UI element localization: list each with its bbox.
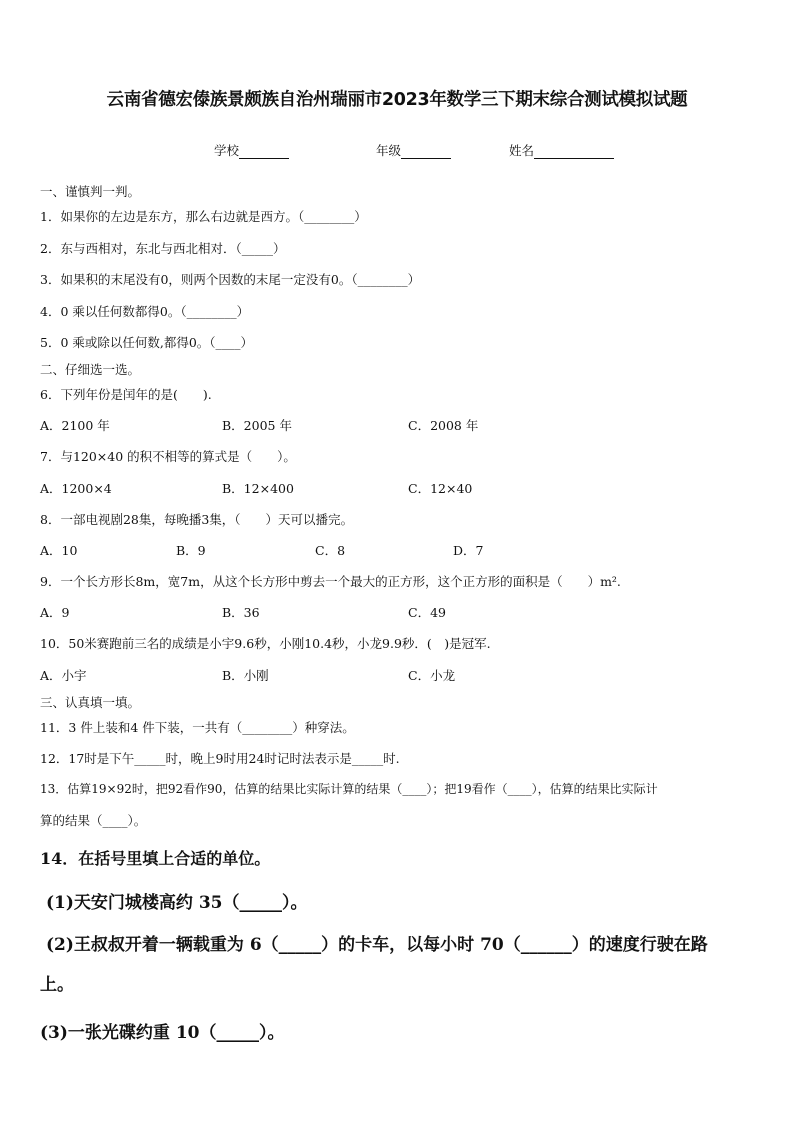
question-14: 14．在括号里填上合适的单位。 bbox=[40, 849, 271, 868]
question-14-part-2-line-2: 上。 bbox=[40, 975, 74, 995]
question-12: 12．17时是下午_____时，晚上9时用24时记时法表示是_____时. bbox=[40, 751, 400, 766]
q9-option-a[interactable]: A．9 bbox=[40, 605, 70, 620]
q8-option-a[interactable]: A．10 bbox=[40, 543, 78, 558]
section-heading-2: 二、仔细选一选。 bbox=[40, 362, 141, 377]
q7-option-c[interactable]: C．12×40 bbox=[408, 481, 473, 496]
question-5: 5．0 乘或除以任何数,都得0。（____） bbox=[40, 335, 254, 350]
school-field bbox=[214, 141, 289, 159]
name-label: 姓名 bbox=[509, 143, 535, 158]
section-heading-1: 一、谨慎判一判。 bbox=[40, 184, 141, 199]
question-2: 2．东与西相对，东北与西北相对．（_____） bbox=[40, 241, 286, 256]
question-13-line-2: 算的结果（____）。 bbox=[40, 813, 147, 828]
question-13-line-1: 13．估算19×92时，把92看作90，估算的结果比实际计算的结果（____）；把19看作（____），估算的结果比实际计 bbox=[40, 782, 658, 796]
q8-option-b[interactable]: B．9 bbox=[176, 543, 206, 558]
q6-option-c[interactable]: C．2008 年 bbox=[408, 418, 479, 433]
question-1: 1．如果你的左边是东方，那么右边就是西方。（________） bbox=[40, 209, 367, 224]
q7-option-b[interactable]: B．12×400 bbox=[222, 481, 294, 496]
question-3: 3．如果积的末尾没有0，则两个因数的末尾一定没有0。（________） bbox=[40, 272, 421, 287]
q10-option-c[interactable]: C．小龙 bbox=[408, 668, 456, 683]
school-blank[interactable] bbox=[239, 145, 289, 159]
question-14-part-3: (3)一张光碟约重 10（_____）。 bbox=[40, 1023, 285, 1043]
question-4: 4．0 乘以任何数都得0。（________） bbox=[40, 304, 250, 319]
question-8: 8．一部电视剧28集，每晚播3集，（ ）天可以播完。 bbox=[40, 512, 354, 527]
grade-field bbox=[376, 141, 451, 159]
school-label: 学校 bbox=[214, 143, 240, 158]
page-title: 云南省德宏傣族景颇族自治州瑞丽市2023年数学三下期末综合测试模拟试题 bbox=[106, 90, 688, 110]
q9-option-c[interactable]: C．49 bbox=[408, 605, 446, 620]
q6-option-b[interactable]: B．2005 年 bbox=[222, 418, 292, 433]
q8-option-c[interactable]: C．8 bbox=[315, 543, 346, 558]
question-6: 6．下列年份是闰年的是( ). bbox=[40, 387, 212, 402]
grade-label: 年级 bbox=[376, 143, 402, 158]
q6-option-a[interactable]: A．2100 年 bbox=[40, 418, 110, 433]
grade-blank[interactable] bbox=[401, 145, 451, 159]
q10-option-b[interactable]: B．小刚 bbox=[222, 668, 269, 683]
question-7: 7．与120×40 的积不相等的算式是（ ）。 bbox=[40, 449, 296, 464]
question-14-part-1: (1)天安门城楼高约 35（_____）。 bbox=[46, 893, 308, 913]
question-11: 11．3 件上装和4 件下装，一共有（________）种穿法。 bbox=[40, 720, 355, 735]
section-heading-3: 三、认真填一填。 bbox=[40, 695, 141, 710]
question-10: 10．50米赛跑前三名的成绩是小宇9.6秒，小刚10.4秒，小龙9.9秒．( )是冠军. bbox=[40, 636, 491, 651]
name-field bbox=[509, 141, 614, 159]
question-14-part-2-line-1: (2)王叔叔开着一辆载重为 6（_____）的卡车，以每小时 70（______）的速度行驶在路 bbox=[46, 935, 708, 955]
q10-option-a[interactable]: A．小宇 bbox=[40, 668, 87, 683]
name-blank[interactable] bbox=[534, 145, 614, 159]
question-9: 9．一个长方形长8m，宽7m，从这个长方形中剪去一个最大的正方形，这个正方形的面积是（ ）m². bbox=[40, 574, 621, 589]
q7-option-a[interactable]: A．1200×4 bbox=[40, 481, 112, 496]
q9-option-b[interactable]: B．36 bbox=[222, 605, 260, 620]
q8-option-d[interactable]: D．7 bbox=[453, 543, 484, 558]
